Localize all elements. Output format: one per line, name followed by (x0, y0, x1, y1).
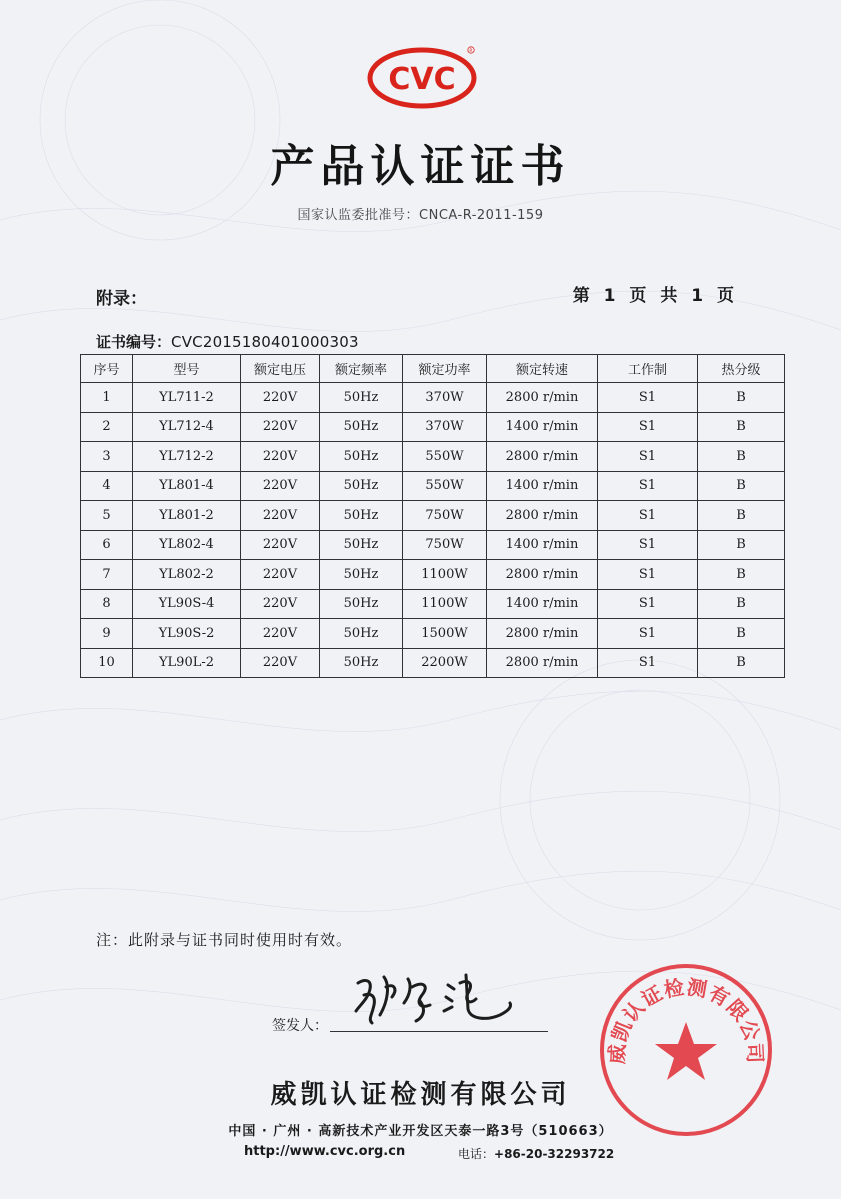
cell-duty: S1 (598, 530, 698, 560)
col-header: 额定频率 (320, 355, 403, 383)
specification-table (80, 354, 785, 678)
cell-frequency: 50Hz (320, 560, 403, 590)
cell-voltage: 220V (241, 589, 320, 619)
cell-frequency: 50Hz (320, 471, 403, 501)
certificate-number-value: CVC2015180401000303 (171, 333, 359, 351)
cell-duty: S1 (598, 471, 698, 501)
cell-index: 6 (81, 530, 133, 560)
certificate-number-label: 证书编号： (96, 333, 172, 351)
phone-label: 电话： (458, 1147, 495, 1161)
footer-address: 中国 · 广州 · 高新技术产业开发区天泰一路3号（510663） (228, 1124, 613, 1139)
cell-duty: S1 (598, 412, 698, 442)
cell-power: 550W (403, 471, 487, 501)
cell-power: 370W (403, 412, 487, 442)
cell-speed: 2800 r/min (487, 619, 598, 649)
cell-speed: 2800 r/min (487, 648, 598, 678)
cell-model: YL801-2 (133, 501, 241, 531)
cell-voltage: 220V (241, 560, 320, 590)
col-header: 型号 (133, 355, 241, 383)
cell-duty: S1 (598, 501, 698, 531)
cell-index: 8 (81, 589, 133, 619)
cell-insulation: B (698, 648, 785, 678)
cell-insulation: B (698, 442, 785, 472)
table-row (81, 471, 785, 501)
cell-voltage: 220V (241, 501, 320, 531)
cell-index: 10 (81, 648, 133, 678)
company-seal (596, 960, 776, 1140)
cell-insulation: B (698, 501, 785, 531)
footer-website: http://www.cvc.org.cn (244, 1144, 406, 1159)
cell-frequency: 50Hz (320, 501, 403, 531)
cell-frequency: 50Hz (320, 412, 403, 442)
cell-duty: S1 (598, 383, 698, 413)
cell-voltage: 220V (241, 619, 320, 649)
cell-frequency: 50Hz (320, 619, 403, 649)
cell-frequency: 50Hz (320, 383, 403, 413)
cell-voltage: 220V (241, 530, 320, 560)
cell-voltage: 220V (241, 442, 320, 472)
cell-insulation: B (698, 619, 785, 649)
cell-model: YL712-2 (133, 442, 241, 472)
cell-duty: S1 (598, 560, 698, 590)
cell-index: 2 (81, 412, 133, 442)
certificate-title: 产品认证证书 (270, 141, 571, 192)
cell-speed: 1400 r/min (487, 471, 598, 501)
handwritten-signature (350, 965, 520, 1035)
certificate-number (96, 331, 359, 352)
cell-model: YL802-4 (133, 530, 241, 560)
table-row (81, 619, 785, 649)
col-header: 额定功率 (403, 355, 487, 383)
cell-power: 750W (403, 530, 487, 560)
cell-model: YL801-4 (133, 471, 241, 501)
footer-company-name: 威凯认证检测有限公司 (270, 1080, 571, 1110)
cell-insulation: B (698, 412, 785, 442)
cell-insulation: B (698, 471, 785, 501)
cell-model: YL90S-4 (133, 589, 241, 619)
table-row (81, 442, 785, 472)
cell-model: YL90S-2 (133, 619, 241, 649)
footer-phone (458, 1145, 614, 1162)
svg-text:R: R (469, 49, 473, 54)
validity-note: 注：此附录与证书同时使用时有效。 (96, 931, 353, 949)
cell-insulation: B (698, 383, 785, 413)
cell-duty: S1 (598, 442, 698, 472)
table-row (81, 412, 785, 442)
cell-index: 4 (81, 471, 133, 501)
table-header-row (81, 355, 785, 383)
logo-text: CVC (388, 62, 456, 97)
cell-speed: 2800 r/min (487, 442, 598, 472)
cell-model: YL90L-2 (133, 648, 241, 678)
cell-model: YL802-2 (133, 560, 241, 590)
cell-speed: 1400 r/min (487, 530, 598, 560)
svg-text:威凯认证检测有限公司: 威凯认证检测有限公司 (604, 974, 768, 1065)
cell-duty: S1 (598, 589, 698, 619)
cell-index: 7 (81, 560, 133, 590)
cell-frequency: 50Hz (320, 589, 403, 619)
approval-number: 国家认监委批准号：CNCA-R-2011-159 (297, 208, 544, 223)
cell-speed: 2800 r/min (487, 383, 598, 413)
cell-speed: 2800 r/min (487, 501, 598, 531)
col-header: 热分级 (698, 355, 785, 383)
cell-model: YL712-4 (133, 412, 241, 442)
table-row (81, 501, 785, 531)
cell-index: 1 (81, 383, 133, 413)
cell-index: 9 (81, 619, 133, 649)
page-info: 第 1 页 共 1 页 (572, 286, 738, 306)
cell-power: 1100W (403, 560, 487, 590)
col-header: 额定转速 (487, 355, 598, 383)
cell-power: 750W (403, 501, 487, 531)
cell-frequency: 50Hz (320, 648, 403, 678)
table-row (81, 383, 785, 413)
cell-insulation: B (698, 589, 785, 619)
appendix-label: 附录： (96, 289, 147, 309)
cell-duty: S1 (598, 619, 698, 649)
table-row (81, 530, 785, 560)
cell-voltage: 220V (241, 471, 320, 501)
cell-frequency: 50Hz (320, 442, 403, 472)
table-row (81, 589, 785, 619)
cell-index: 5 (81, 501, 133, 531)
col-header: 工作制 (598, 355, 698, 383)
cell-duty: S1 (598, 648, 698, 678)
phone-number: +86-20-32293722 (494, 1147, 615, 1161)
cell-voltage: 220V (241, 412, 320, 442)
cell-frequency: 50Hz (320, 530, 403, 560)
cell-speed: 1400 r/min (487, 412, 598, 442)
table-row (81, 648, 785, 678)
cell-power: 2200W (403, 648, 487, 678)
cell-speed: 2800 r/min (487, 560, 598, 590)
cell-speed: 1400 r/min (487, 589, 598, 619)
col-header: 额定电压 (241, 355, 320, 383)
table-row (81, 560, 785, 590)
cell-power: 1100W (403, 589, 487, 619)
col-header: 序号 (81, 355, 133, 383)
cvc-logo (365, 42, 483, 110)
cell-power: 550W (403, 442, 487, 472)
cell-insulation: B (698, 560, 785, 590)
cell-voltage: 220V (241, 383, 320, 413)
signer-label: 签发人： (272, 1018, 328, 1034)
cell-model: YL711-2 (133, 383, 241, 413)
cell-power: 370W (403, 383, 487, 413)
cell-index: 3 (81, 442, 133, 472)
cell-insulation: B (698, 530, 785, 560)
cell-voltage: 220V (241, 648, 320, 678)
cell-power: 1500W (403, 619, 487, 649)
